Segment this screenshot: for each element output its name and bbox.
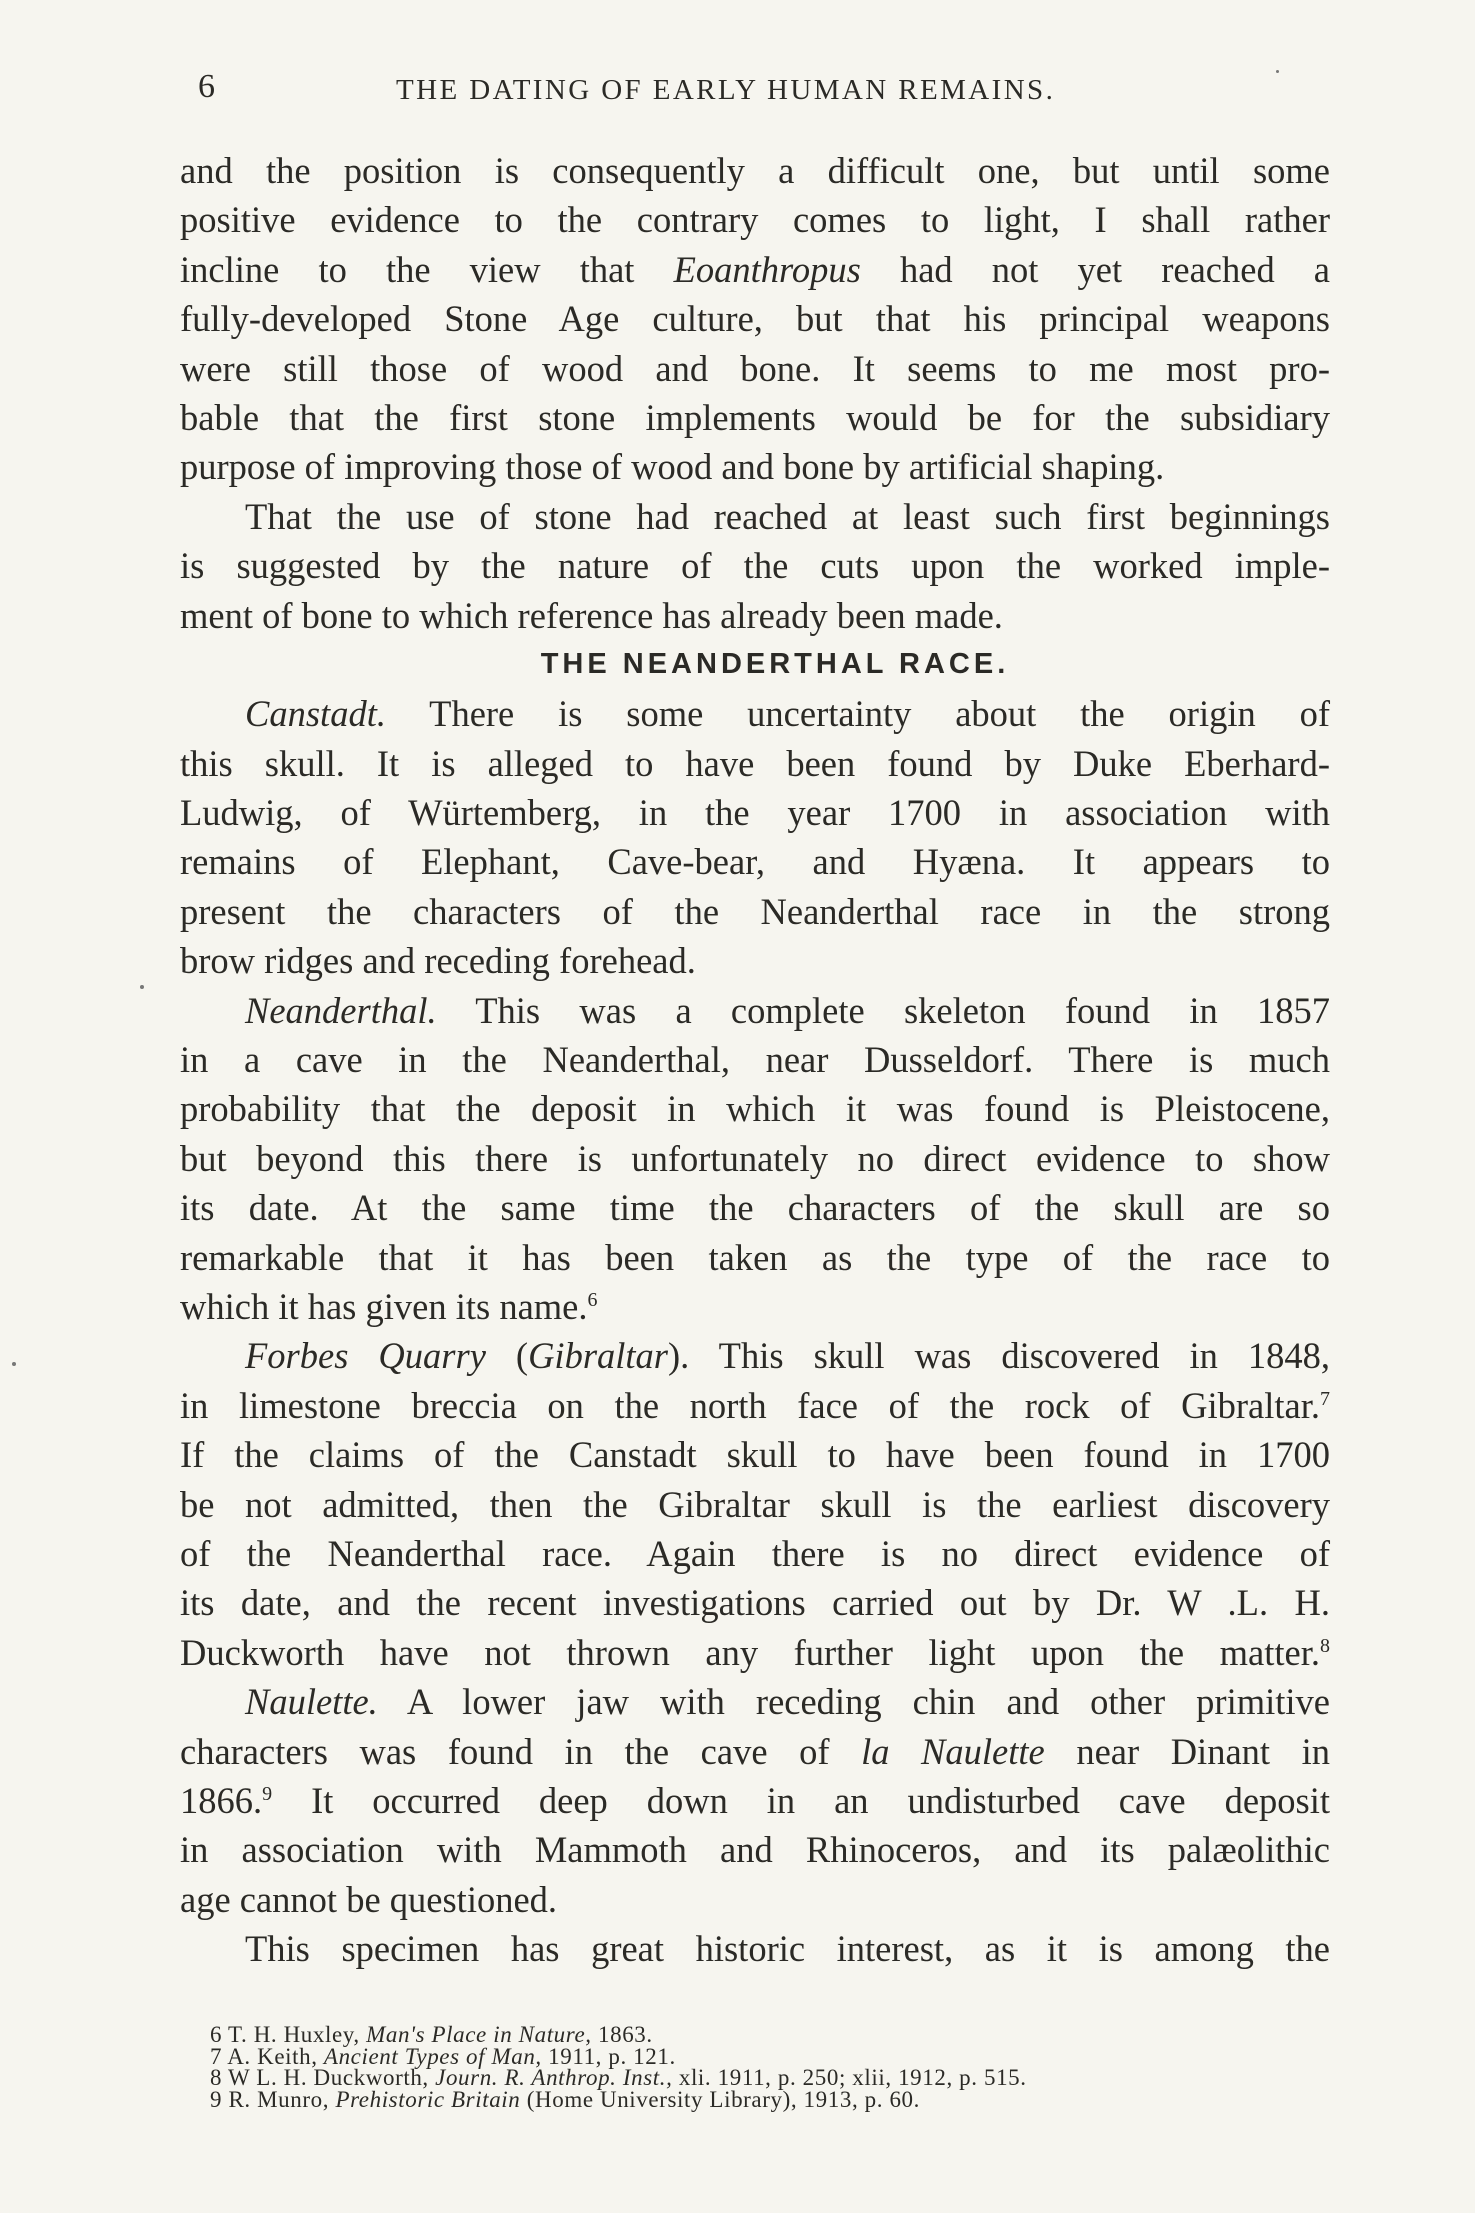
section-heading: THE NEANDERTHAL RACE. [540,647,1010,680]
footnote-detail: xli. 1911, p. 250; xlii, 1912, p. 515. [678,2065,1027,2090]
text-fragment: A lower jaw with receding chin and other primitive [406,1681,1330,1723]
text-fragment: This skull was discovered in 1848, [718,1335,1330,1377]
text-fragment: characters was found in the cave of [180,1730,830,1772]
entry-term-canstadt: Canstadt. [245,693,386,735]
footnote-detail: 1863. [598,2022,653,2047]
body-text [180,146,1330,1973]
footnote-work: Journ. R. Anthrop. Inst., [435,2065,673,2090]
footnote [210,2043,1290,2069]
text-fragment: had not yet reached a [899,248,1331,290]
text-fragment: incline to the view that [180,248,635,290]
text-line [180,1381,1330,1430]
text-line [180,1727,1330,1776]
paper-speck [12,1362,16,1366]
text-line: its date. At the same time the characters of the skull are so [180,1187,1330,1229]
text-line: If the claims of the Canstadt skull to have been found in 1700 [180,1434,1330,1476]
text-line: and the position is consequently a difficult one, but until some [180,150,1330,191]
paper-speck [1276,70,1279,73]
footnotes [210,2024,1290,2110]
text-fragment: near Dinant in [1076,1730,1330,1772]
text-line [180,1331,1330,1380]
footnote-ref[interactable]: 6 [587,1288,598,1311]
text-fragment: This was a complete skeleton found in 1857 [475,989,1331,1031]
footnote [210,2086,1290,2112]
text-line: of the Neanderthal race. Again there is no direct evidence of [180,1532,1330,1574]
italic-term-eoanthropus: Eoanthropus [673,248,861,290]
entry-term-naulette: Naulette. [245,1681,378,1723]
footnote [210,2067,1290,2089]
footnote-detail: (Home University Library), 1913, p. 60. [526,2086,921,2112]
text-line: were still those of wood and bone. It seems to me most pro- [180,347,1330,389]
text-line: be not admitted, then the Gibraltar skull is the earliest discovery [180,1483,1330,1525]
entry-term-neanderthal: Neanderthal. [245,989,437,1031]
text-line: in a cave in the Neanderthal, near Dusseldorf. There is much [180,1039,1330,1081]
footnote-work: Prehistoric Britain [335,2086,521,2112]
text-line [180,1677,1330,1726]
text-fragment: which it has given its name. [180,1285,588,1327]
text-line [180,1776,1330,1825]
running-head [198,68,1328,118]
footnote-author: A. Keith, [227,2043,318,2069]
text-line: is suggested by the nature of the cuts upon the worked imple- [180,545,1330,587]
text-line [180,1628,1330,1677]
text-line: purpose of improving those of wood and bone by artificial shaping. [180,446,1165,488]
text-line: Ludwig, of Würtemberg, in the year 1700 in association with [180,792,1330,834]
text-line [180,1282,1330,1331]
text-line: its date, and the recent investigations carried out by Dr. W .L. H. [180,1582,1330,1624]
text-line: That the use of stone had reached at least such first beginnings [245,495,1330,537]
text-line: in association with Mammoth and Rhinoceros, and its palæolithic [180,1829,1330,1871]
footnote-ref[interactable]: 8 [1320,1634,1330,1657]
footnote-number: 8 [210,2065,223,2090]
footnote-author: R. Munro, [228,2086,330,2112]
footnote-number: 7 [210,2043,223,2069]
text-fragment: ( [515,1335,529,1377]
text-line: this skull. It is alleged to have been found by Duke Eberhard- [180,742,1330,784]
text-line: age cannot be questioned. [180,1878,558,1920]
text-fragment: There is some uncertainty about the origin of [429,693,1330,735]
footnote-ref[interactable]: 9 [262,1782,273,1805]
footnote-work: Man's Place in Nature, [366,2022,592,2047]
text-line: fully-developed Stone Age culture, but that his principal weapons [180,298,1330,340]
text-line [180,245,1330,294]
text-fragment: It occurred deep down in an undisturbed cave deposit [311,1779,1330,1821]
paper-speck [140,985,144,989]
text-line [180,986,1330,1035]
footnote-work: Ancient Types of Man, [323,2043,542,2069]
footnote-author: W L. H. Duckworth, [228,2065,429,2090]
text-line: present the characters of the Neanderthal race in the strong [180,890,1330,932]
footnote-ref[interactable]: 7 [1320,1387,1330,1410]
text-line: but beyond this there is unfortunately no direct evidence to show [180,1137,1330,1179]
text-line: ment of bone to which reference has already been made. [180,594,1003,636]
footnote-number: 6 [210,2022,223,2047]
text-fragment: Duckworth have not thrown any further light upon the matter. [180,1631,1320,1673]
entry-term-gibraltar: Gibraltar [528,1335,669,1377]
text-line: probability that the deposit in which it was found is Pleistocene, [180,1088,1330,1130]
text-line: This specimen has great historic interest, as it is among the [245,1928,1330,1970]
place-name-la-naulette: la Naulette [861,1730,1045,1772]
footnote-detail: 1911, p. 121. [548,2043,676,2069]
text-fragment: in limestone breccia on the north face of the rock of Gibraltar. [180,1384,1320,1426]
text-fragment: 1866. [180,1779,263,1821]
entry-term-forbes-quarry: Forbes Quarry [245,1335,486,1377]
footnote-author: T. H. Huxley, [228,2022,360,2047]
footnote [210,2024,1290,2046]
page-number: 6 [198,68,215,105]
text-line: bable that the first stone implements would be for the subsidiary [180,396,1330,438]
text-line: remains of Elephant, Cave-bear, and Hyæna. It appears to [180,841,1330,883]
footnote-number: 9 [210,2086,223,2112]
text-line: brow ridges and receding forehead. [180,940,696,982]
text-line [180,689,1330,738]
text-line: positive evidence to the contrary comes to light, I shall rather [180,199,1330,241]
text-line: remarkable that it has been taken as the type of the race to [180,1236,1330,1278]
text-fragment: ). [668,1335,690,1377]
running-head-title: THE DATING OF EARLY HUMAN REMAINS. [396,74,1056,106]
